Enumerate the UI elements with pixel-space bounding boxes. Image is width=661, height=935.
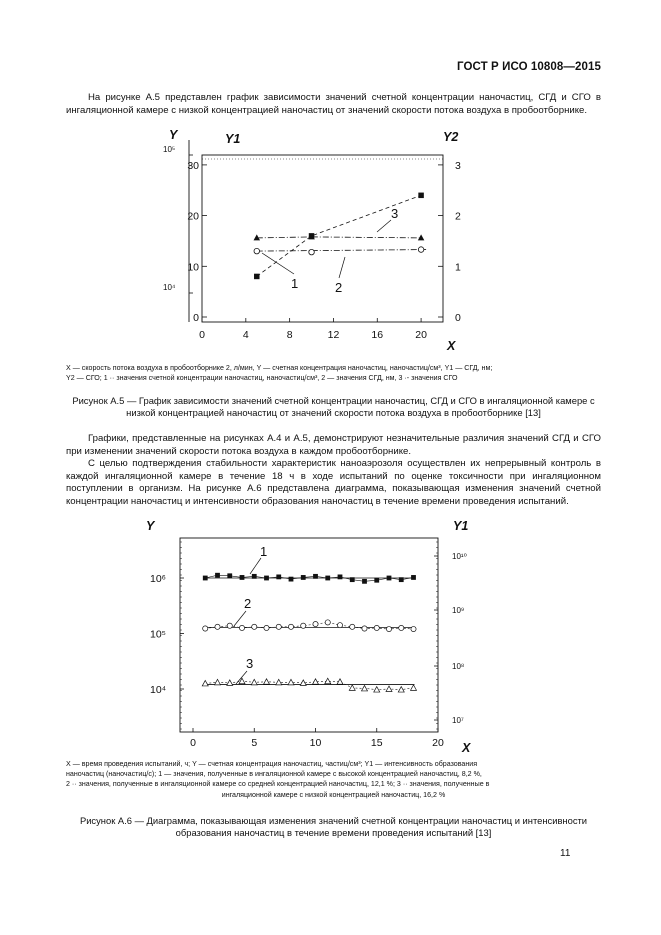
y-axis-title: Y (169, 128, 178, 142)
y1-axis-title: Y1 (225, 132, 241, 146)
series-1-point (227, 573, 232, 578)
series-1-point (252, 574, 257, 579)
series-2-point (239, 625, 244, 630)
x-tick-label: 20 (415, 329, 427, 341)
series-1-point (387, 576, 392, 581)
y1-tick-label: 10⁹ (452, 606, 465, 615)
series-2-point (418, 247, 424, 253)
series-2-point (325, 620, 330, 625)
series-1-point (374, 578, 379, 583)
figure-a6-legend-line3: 2 ·· значения, полученные в ингаляционной камере со средней концентрацией наночастиц, 12,1 %; 3 ·· значения, полученные в (66, 780, 490, 789)
series-2-point (374, 625, 379, 630)
y2-tick-label: 0 (455, 312, 461, 324)
curve-leader-line (250, 558, 261, 574)
y1-tick-label: 20 (187, 210, 199, 223)
y1-tick-label: 30 (187, 159, 199, 172)
series-1-point (411, 575, 416, 580)
figure-a6-frame (180, 538, 438, 732)
y1-tick-label: 10¹⁰ (452, 552, 467, 561)
series-1-point (289, 577, 294, 582)
intro-paragraph-a5: На рисунке А.5 представлен график зависимости значений счетной концентрации наночастиц, СГД и СГО в ингаляционной камере с низкой концентрацией наночастиц от значений скорости потока воздуха в пробоотборнике. (66, 92, 601, 116)
series-1-point (362, 579, 367, 584)
series-3-point (411, 685, 417, 691)
series-1-point (215, 573, 220, 578)
series-1-point (399, 577, 404, 582)
series-3-point (288, 679, 294, 685)
series-3-point (254, 234, 261, 240)
curve-label-2: 2 (244, 596, 252, 611)
curve-label-1: 1 (260, 544, 268, 559)
series-3-point (264, 679, 270, 685)
paragraph-control: С целью подтверждения стабильности характеристик наноаэрозоля осуществлен их непрерывный контроль в каждой ингаляционной камере в течение 18 ч в ходе испытаний по оценке токсичности при ингаляционном поступлении в организм. На рисунке А.6 представлена диаграмма, показывающая изменения значений счетной концентрации наночастиц и интенсивности образования наночастиц в течение времени проведения испытаний. (66, 458, 601, 507)
series-2-point (227, 623, 232, 628)
series-1-point (203, 576, 208, 581)
curve-label-1: 1 (291, 276, 299, 291)
x-tick-label: 0 (199, 329, 205, 341)
series-2-point (337, 623, 342, 628)
series-2-point (411, 626, 416, 631)
series-2-point (252, 624, 257, 629)
figure-a5-legend (66, 363, 601, 383)
curve-leader-line (262, 253, 294, 274)
series-2-point (386, 626, 391, 631)
document-standard-header: ГОСТ Р ИСО 10808—2015 (456, 61, 601, 73)
series-3-point (202, 680, 208, 686)
series-1-point (350, 577, 355, 582)
y-log-tick-label: 10⁴ (163, 283, 176, 292)
figure-a5-legend-line2: Y2 — СГО; 1 ·· значения счетной концентрации наночастиц, наночастиц/см³, 2 — значения СГД, нм, 3 ·- значения СГО (66, 374, 458, 383)
x-tick-label: 15 (370, 737, 383, 749)
series-3-line (257, 237, 421, 238)
curve-label-3: 3 (391, 206, 399, 221)
series-2-point (350, 624, 355, 629)
series-1-point (240, 575, 245, 580)
series-3-line (205, 681, 413, 689)
series-1-point (313, 574, 318, 579)
y2-axis-title: Y2 (443, 130, 459, 144)
series-1-point (338, 574, 343, 579)
series-2-point (301, 623, 306, 628)
x-tick-label: 12 (327, 329, 340, 341)
y1-tick-label: 10⁷ (452, 716, 464, 725)
y2-tick-label: 1 (455, 261, 461, 274)
series-2-line (257, 250, 426, 252)
figure-a5-frame (189, 140, 443, 322)
series-2-point (362, 626, 367, 631)
series-2-point (215, 624, 220, 629)
series-3-point (276, 679, 282, 685)
x-axis-title: X (462, 741, 471, 754)
series-2-point (254, 248, 260, 254)
figure-a6-legend-line4: ингаляционной камере с низкой концентрацией наночастиц, 16,2 % (221, 790, 446, 799)
x-axis-title: X (447, 339, 456, 352)
plot-frame (180, 538, 438, 732)
series-1-point (325, 576, 330, 581)
x-tick-label: 10 (309, 737, 322, 749)
series-3-point (398, 687, 404, 693)
paragraph-graphs: Графики, представленные на рисунках А.4 и А.5, демонстрируют незначительные различия значений СГД и СГО при изменении значений скорости потока воздуха в каждом пробоотборнике. (66, 433, 601, 457)
figure-a6-legend-line2: наночастиц (наночастиц/с); 1 — значения, полученные в ингаляционной камере с высокой концентрацией наночастиц, 8,2 %, (66, 770, 482, 779)
y2-tick-label: 3 (455, 159, 461, 172)
series-2-point (399, 625, 404, 630)
series-3-point (349, 685, 355, 691)
figure-a5-legend-line1: X — скорость потока воздуха в пробоотборнике 2, л/мин, Y — счетная концентрация наночастиц, наночастиц/см³, Y1 — СГД, нм; (66, 364, 493, 372)
x-tick-label: 8 (286, 329, 293, 341)
x-tick-label: 0 (190, 737, 196, 749)
y-tick-label: 10⁶ (150, 573, 167, 585)
series-2-point (264, 625, 269, 630)
y1-axis-title: Y1 (453, 519, 469, 533)
series-3-point (227, 680, 233, 686)
series-1-point (301, 575, 306, 580)
y-tick-label: 10⁴ (150, 684, 167, 696)
series-1-point (254, 274, 260, 280)
series-3-point (418, 234, 425, 240)
y-log-tick-label: 10⁵ (163, 145, 176, 154)
y1-tick-label: 10 (187, 261, 199, 274)
series-3-point (386, 686, 392, 692)
page-number: 11 (560, 848, 571, 859)
x-tick-label: 20 (432, 737, 444, 749)
series-2-point (276, 624, 281, 629)
x-tick-label: 4 (242, 329, 249, 341)
curve-leader-line (234, 611, 246, 626)
series-3-point (325, 678, 331, 684)
curve-leader-line (377, 220, 391, 232)
series-3-point (362, 685, 368, 691)
series-2-point (288, 624, 293, 629)
figure-a5-caption: Рисунок А.5 — График зависимости значений счетной концентрации наночастиц, СГД и СГО в ингаляционной камере с низкой концентрацией наночастиц от значений скорости потока воздуха в пробоотборнике [13] (72, 395, 595, 419)
figure-a5-chart (155, 122, 475, 352)
series-1-point (418, 193, 424, 199)
series-2-point (203, 626, 208, 631)
series-2-point (309, 249, 315, 255)
figure-a6-chart (140, 516, 490, 754)
x-tick-label: 5 (251, 737, 258, 749)
series-2-line (205, 622, 413, 629)
y1-tick-label: 10⁸ (452, 662, 465, 671)
series-3-point (374, 687, 380, 693)
x-tick-label: 16 (371, 329, 384, 341)
curve-label-3: 3 (246, 656, 254, 671)
series-1-point (276, 574, 281, 579)
series-3-point (251, 679, 257, 685)
y1-tick-label: 0 (193, 312, 199, 324)
plot-frame (202, 155, 443, 322)
series-2-point (313, 621, 318, 626)
figure-a6-caption: Рисунок А.6 — Диаграмма, показывающая изменения значений счетной концентрации наночастиц и интенсивности образования наночастиц в течение времени проведения испытаний [13] (79, 815, 588, 839)
y-axis-title: Y (146, 519, 155, 533)
curve-label-2: 2 (335, 280, 343, 295)
curve-leader-line (339, 257, 345, 278)
y-tick-label: 10⁵ (150, 628, 167, 641)
series-3-point (215, 679, 221, 685)
figure-a6-legend-line1: X — время проведения испытаний, ч; Y — счетная концентрация наночастиц, частиц/см³; Y1 — интенсивность образования (66, 760, 478, 768)
y2-tick-label: 2 (455, 210, 461, 223)
series-1-point (264, 576, 269, 581)
figure-a6-legend (66, 759, 601, 800)
